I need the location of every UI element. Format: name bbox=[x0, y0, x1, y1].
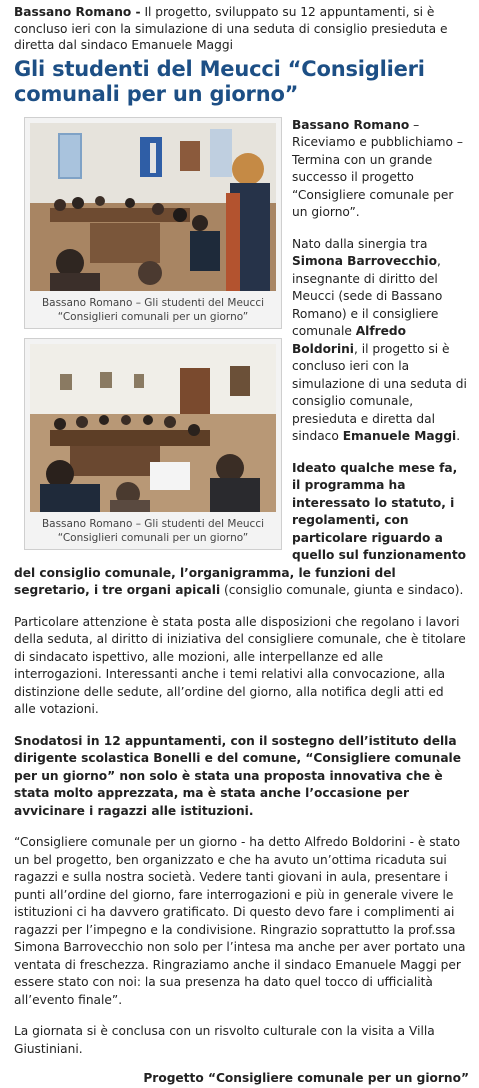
paragraph-5 bbox=[14, 733, 469, 821]
p3-normal: (consiglio comunale, giunta e sindaco). bbox=[220, 583, 464, 597]
p3-bold: Ideato qualche mese fa, il programma ha interessato lo statuto, i regolamenti, con particolare riguardo a quello sul funzionamento del consiglio comunale, l’organigramma, le funzioni del segretario, i tre organi apicali bbox=[14, 460, 467, 597]
p2-name-3: Emanuele Maggi bbox=[342, 429, 457, 443]
lead-text: Il progetto, sviluppato su 12 appuntamenti, si è concluso ieri con la simulazione di una seduta di consiglio presieduta e diretta dal sindaco Emanuele Maggi bbox=[14, 5, 448, 52]
photo-column bbox=[24, 117, 282, 559]
p2-text-4: . bbox=[456, 429, 461, 443]
paragraph-7: La giornata si è conclusa con un risvolto culturale con la visita a Villa Giustiniani. bbox=[14, 1024, 435, 1056]
p2-text-3: , il progetto si è concluso ieri con la simulazione di una seduta di consiglio comunale, presieduta e diretta dal sindaco bbox=[292, 341, 467, 443]
lead-place: Bassano Romano - bbox=[14, 5, 141, 19]
p2-name-2: Alfredo Boldorini bbox=[292, 324, 407, 356]
p2-text-1: Nato dalla sinergia tra bbox=[292, 236, 428, 251]
p1-place: Bassano Romano bbox=[292, 117, 410, 132]
article-lead bbox=[14, 4, 469, 54]
p2-name-1: Simona Barrovecchio bbox=[292, 254, 437, 268]
p2-text-2: , insegnante di diritto del Meucci (sede di Bassano Romano) e il consigliere comunale bbox=[292, 254, 443, 338]
photo-figure-1 bbox=[24, 117, 282, 329]
photo-caption-1: Bassano Romano – Gli studenti del Meucci “Consiglieri comunali per un giorno” bbox=[41, 296, 265, 323]
signature: Progetto “Consigliere comunale per un giorno” bbox=[143, 1071, 469, 1085]
photo-figure-2 bbox=[24, 338, 282, 550]
article-title[interactable]: Gli studenti del Meucci “Consiglieri comunali per un giorno” bbox=[14, 56, 425, 106]
paragraph-6: “Consigliere comunale per un giorno - ha detto Alfredo Boldorini - è stato un bel progetto, ben organizzato e che ha avuto un’ottima ricaduta sui ragazzi e sulla nostra società. Vedere tanti giovani in aula, presentare i punti all’ordine del giorno, fare interrogazioni e più in generale vivere le istituzioni ci ha davvero gratificato. Di questo devo fare i complimenti ai ragazzi per l’impegno e la condivisione. Ringrazio soprattutto la prof.ssa Simona Barrovecchio non solo per l’intesa ma anche per aver portato una ventata di freschezza. Ringraziamo anche il sindaco Emanuele Maggi per essere stato con noi: la sua presenza ha dato quel tocco di ufficialità all’evento finale”. bbox=[14, 835, 466, 1007]
council-room-photo-2[interactable] bbox=[30, 344, 276, 512]
p1-text: – Riceviamo e pubblichiamo – Termina con un grande successo il progetto “Consigliere comunale per un giorno”. bbox=[292, 117, 463, 219]
photo-caption-2: Bassano Romano – Gli studenti del Meucci “Consiglieri comunali per un giorno” bbox=[41, 517, 265, 544]
council-room-photo-1[interactable] bbox=[30, 123, 276, 291]
p5-bold: Snodatosi in 12 appuntamenti, con il sostegno dell’istituto della dirigente scolastica Bonelli e del comune, “Consigliere comunale per un giorno” non solo è stata una proposta innovativa che è stata molto apprezzata, ma è stata anche l’occasione per avvicinare i ragazzi alle istituzioni. bbox=[14, 733, 461, 818]
paragraph-4: Particolare attenzione è stata posta alle disposizioni che regolano i lavori della seduta, al diritto di iniziativa del consigliere comunale, che è titolare di sindacato ispettivo, alle mozioni, alle interpellanze ed alle interrogazioni. Interessanti anche i temi relativi alla convocazione, alla distinzione delle sedute, all’ordine del giorno, alla notifica degli atti ed alle votazioni. bbox=[14, 614, 466, 716]
